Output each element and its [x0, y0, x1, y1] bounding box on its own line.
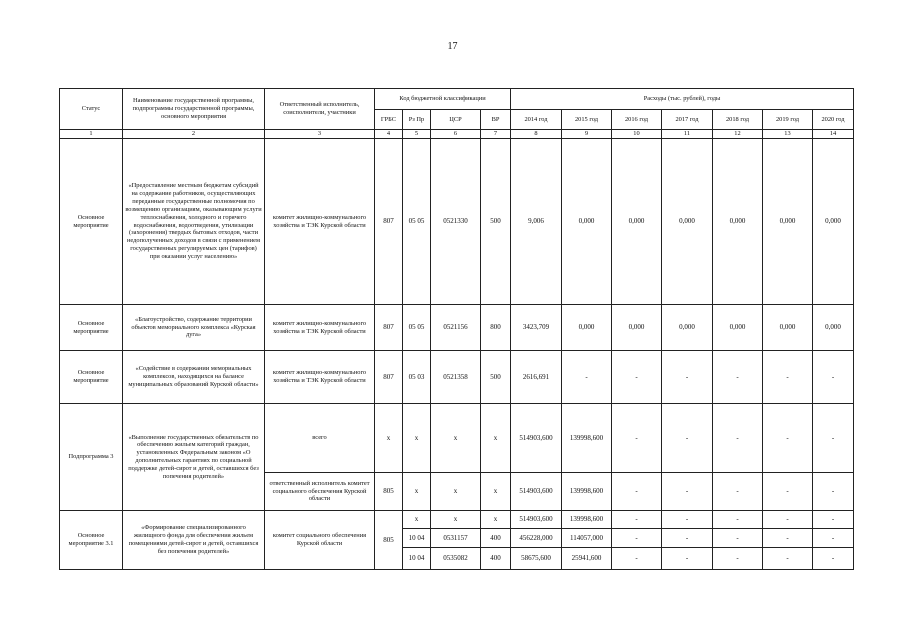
header-year: 2019 год — [763, 110, 813, 130]
row-rzpr: 05 05 — [403, 305, 431, 351]
row-value: - — [713, 511, 763, 529]
row-value: - — [813, 473, 854, 511]
row-value: - — [662, 351, 713, 404]
row-vr: 400 — [481, 548, 511, 570]
header-row-1 — [60, 89, 854, 110]
row-value: 139998,600 — [562, 511, 612, 529]
row-value: 0,000 — [612, 305, 662, 351]
row-value: - — [562, 351, 612, 404]
row-value: - — [713, 529, 763, 548]
row-status: Основное мероприятие — [60, 305, 123, 351]
row-executor: комитет жилищно-коммунального хозяйства и ТЭК Курской области — [265, 305, 375, 351]
row-vr: x — [481, 473, 511, 511]
table-row — [60, 404, 854, 473]
table-row — [60, 351, 854, 404]
header-year: 2016 год — [612, 110, 662, 130]
row-value: - — [612, 404, 662, 473]
row-value: 58675,600 — [511, 548, 562, 570]
page-number: 17 — [447, 41, 458, 52]
row-value: - — [763, 548, 813, 570]
row-value: - — [813, 404, 854, 473]
row-value: 0,000 — [562, 305, 612, 351]
row-value: 0,000 — [713, 305, 763, 351]
row-value: - — [713, 473, 763, 511]
header-expenses: Расходы (тыс. рублей), годы — [511, 89, 854, 110]
row-value: 514903,600 — [511, 473, 562, 511]
row-value: - — [763, 351, 813, 404]
row-value: - — [612, 529, 662, 548]
row-value: - — [662, 511, 713, 529]
row-rzpr: 10 04 — [403, 548, 431, 570]
column-index: 1 — [60, 130, 123, 139]
row-executor: комитет жилищно-коммунального хозяйства и ТЭК Курской области — [265, 139, 375, 305]
row-csr: x — [431, 404, 481, 473]
header-status: Статус — [60, 89, 123, 130]
row-value: 139998,600 — [562, 473, 612, 511]
table-row — [60, 305, 854, 351]
column-index: 9 — [562, 130, 612, 139]
measure-executor: комитет социального обеспечения Курской области — [265, 511, 375, 570]
row-rzpr: 05 05 — [403, 139, 431, 305]
row-value: - — [713, 404, 763, 473]
row-value: 2616,691 — [511, 351, 562, 404]
measure-name: «Формирование специализированного жилищного фонда для обеспечения жильем помещениями детей-сирот и детей, оставшихся без попечения родителей» — [123, 511, 265, 570]
row-value: - — [763, 404, 813, 473]
header-rzpr: Рз Пр — [403, 110, 431, 130]
row-status: Основное мероприятие — [60, 139, 123, 305]
row-name: «Содействие в содержании мемориальных комплексов, находящихся на балансе муниципальных образований Курской области» — [123, 351, 265, 404]
table-row — [60, 511, 854, 529]
row-value: - — [713, 351, 763, 404]
row-value: 9,006 — [511, 139, 562, 305]
row-value: 0,000 — [662, 305, 713, 351]
row-csr: x — [431, 511, 481, 529]
row-value: 0,000 — [813, 305, 854, 351]
header-year: 2018 год — [713, 110, 763, 130]
row-grbs: 807 — [375, 139, 403, 305]
row-value: 514903,600 — [511, 511, 562, 529]
row-csr: 0535082 — [431, 548, 481, 570]
row-grbs: x — [375, 404, 403, 473]
column-index: 12 — [713, 130, 763, 139]
row-rzpr: x — [403, 473, 431, 511]
row-csr: 0531157 — [431, 529, 481, 548]
column-index: 3 — [265, 130, 375, 139]
row-value: - — [813, 511, 854, 529]
row-value: 514903,600 — [511, 404, 562, 473]
header-vr: ВР — [481, 110, 511, 130]
column-index: 14 — [813, 130, 854, 139]
row-rzpr: x — [403, 404, 431, 473]
column-index: 2 — [123, 130, 265, 139]
row-value: - — [763, 511, 813, 529]
row-value: 0,000 — [763, 305, 813, 351]
index-row — [60, 130, 854, 139]
header-year: 2017 год — [662, 110, 713, 130]
row-value: - — [662, 404, 713, 473]
row-value: - — [813, 351, 854, 404]
table-row — [60, 139, 854, 305]
row-value: 114057,000 — [562, 529, 612, 548]
header-year: 2020 год — [813, 110, 854, 130]
row-grbs: 807 — [375, 351, 403, 404]
row-value: 0,000 — [562, 139, 612, 305]
row-vr: 500 — [481, 139, 511, 305]
row-grbs: 805 — [375, 473, 403, 511]
row-executor: комитет жилищно-коммунального хозяйства и ТЭК Курской области — [265, 351, 375, 404]
row-value: - — [813, 529, 854, 548]
column-index: 11 — [662, 130, 713, 139]
row-name: «Предоставление местным бюджетам субсидий на содержание работников, осуществляющих переданные государственные полномочия по возмещению организациям, оказывающим услуги теплоснабжения, холодного и горячего водоснабжения, водоотведения, утилизации (захоронения) твердых бытовых отходов, части недополученных доходов в связи с применением государственных регулируемых цен (тарифов) при оказании услуг населению» — [123, 139, 265, 305]
row-csr: x — [431, 473, 481, 511]
column-index: 7 — [481, 130, 511, 139]
budget-table — [59, 88, 854, 570]
row-rzpr: 05 03 — [403, 351, 431, 404]
column-index: 4 — [375, 130, 403, 139]
row-value: - — [612, 548, 662, 570]
header-grbs: ГРБС — [375, 110, 403, 130]
row-value: - — [662, 529, 713, 548]
row-csr: 0521156 — [431, 305, 481, 351]
row-vr: x — [481, 511, 511, 529]
row-csr: 0521358 — [431, 351, 481, 404]
row-value: - — [612, 351, 662, 404]
row-value: 0,000 — [662, 139, 713, 305]
row-value: 139998,600 — [562, 404, 612, 473]
row-value: - — [662, 473, 713, 511]
row-value: 0,000 — [763, 139, 813, 305]
row-value: - — [612, 473, 662, 511]
row-value: 456228,000 — [511, 529, 562, 548]
header-program: Наименование государственной программы, подпрограммы государственной программы, основного мероприятия — [123, 89, 265, 130]
subprogram-executor: ответственный исполнитель комитет социального обеспечения Курской области — [265, 473, 375, 511]
row-value: - — [713, 548, 763, 570]
column-index: 13 — [763, 130, 813, 139]
row-value: 0,000 — [813, 139, 854, 305]
column-index: 8 — [511, 130, 562, 139]
header-year: 2014 год — [511, 110, 562, 130]
row-vr: 500 — [481, 351, 511, 404]
row-rzpr: 10 04 — [403, 529, 431, 548]
header-budget-code: Код бюджетной классификации — [375, 89, 511, 110]
measure-grbs: 805 — [375, 511, 403, 570]
row-vr: 800 — [481, 305, 511, 351]
row-value: 3423,709 — [511, 305, 562, 351]
column-index: 6 — [431, 130, 481, 139]
row-status: Основное мероприятие — [60, 351, 123, 404]
column-index: 10 — [612, 130, 662, 139]
row-value: 0,000 — [612, 139, 662, 305]
header-executor: Ответственный исполнитель, соисполнители, участники — [265, 89, 375, 130]
row-value: - — [813, 548, 854, 570]
subprogram-name: «Выполнение государственных обязательств по обеспечению жильем категорий граждан, установленных Федеральным законом «О дополнительных гарантиях по социальной поддержке детей-сирот и детей, оставшихся без попечения родителей» — [123, 404, 265, 511]
measure-status: Основное мероприятие 3.1 — [60, 511, 123, 570]
column-index: 5 — [403, 130, 431, 139]
row-grbs: 807 — [375, 305, 403, 351]
subprogram-status: Подпрограмма 3 — [60, 404, 123, 511]
row-vr: x — [481, 404, 511, 473]
row-value: - — [763, 473, 813, 511]
row-value: 0,000 — [713, 139, 763, 305]
row-name: «Благоустройство, содержание территории объектов мемориального комплекса «Курская дуга» — [123, 305, 265, 351]
row-rzpr: x — [403, 511, 431, 529]
header-year: 2015 год — [562, 110, 612, 130]
row-csr: 0521330 — [431, 139, 481, 305]
row-vr: 400 — [481, 529, 511, 548]
row-value: - — [763, 529, 813, 548]
row-value: - — [612, 511, 662, 529]
header-csr: ЦСР — [431, 110, 481, 130]
row-value: 25941,600 — [562, 548, 612, 570]
subprogram-executor: всего — [265, 404, 375, 473]
row-value: - — [662, 548, 713, 570]
